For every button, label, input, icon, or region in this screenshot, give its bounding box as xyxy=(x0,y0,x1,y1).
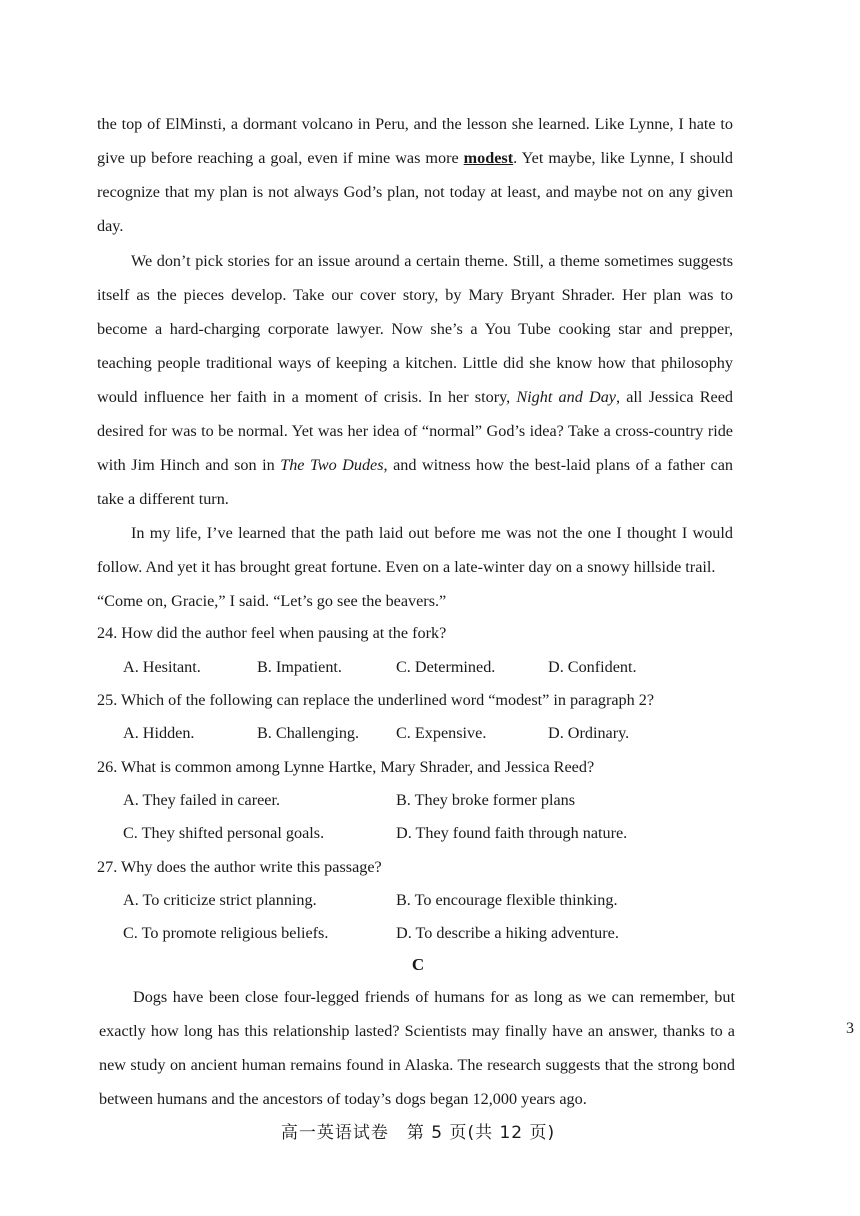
section-c-heading: C xyxy=(411,955,425,974)
question-27-option-b: B. To encourage flexible thinking. xyxy=(396,891,618,909)
question-27-option-c: C. To promote religious beliefs. xyxy=(123,924,329,942)
question-24-option-b: B. Impatient. xyxy=(257,658,342,676)
passage-b-paragraph-3 xyxy=(97,244,733,516)
question-25-option-b: B. Challenging. xyxy=(257,724,360,742)
story-title-two-dudes: The Two Dudes xyxy=(280,456,384,474)
paragraph-text: the top of ElMinsti, a dormant volcano in Peru, and the lesson she learned. Like Lynne, I hate to give up before reaching a goal, even if mine was more xyxy=(97,115,733,167)
question-25-option-c: C. Expensive. xyxy=(396,724,487,742)
question-26-option-b: B. They broke former plans xyxy=(396,791,576,809)
question-25-option-a: A. Hidden. xyxy=(123,724,195,742)
paragraph-text: , all Jessica Reed desired for was to be normal. Yet was her idea of “normal” God’s idea? Take a cross-country ride with Jim Hinch and son in xyxy=(97,388,734,474)
passage-b-closing-quote: “Come on, Gracie,” I said. “Let’s go see the beavers.” xyxy=(97,592,447,610)
question-26-option-d: D. They found faith through nature. xyxy=(396,824,628,842)
question-27-option-d: D. To describe a hiking adventure. xyxy=(396,924,619,942)
page-footer: 高一英语试卷 第 5 页(共 12 页) xyxy=(280,1123,556,1143)
question-24-option-a: A. Hesitant. xyxy=(123,658,201,676)
margin-mark: 3 xyxy=(846,1020,854,1037)
question-26-option-a: A. They failed in career. xyxy=(123,791,281,809)
passage-b-paragraph-4: In my life, I’ve learned that the path laid out before me was not the one I thought I would follow. And yet it has brought great fortune. Even on a late-winter day on a snowy hillside trail. xyxy=(97,524,733,576)
question-24-option-d: D. Confident. xyxy=(548,658,637,676)
passage-b-paragraph-2 xyxy=(97,107,733,243)
paragraph-text: , and witness how the best-laid plans of a father can take a different turn. xyxy=(97,456,733,508)
question-24-option-c: C. Determined. xyxy=(396,658,496,676)
question-25-stem: 25. Which of the following can replace the underlined word “modest” in paragraph 2? xyxy=(97,691,655,709)
question-24-stem: 24. How did the author feel when pausing at the fork? xyxy=(97,624,447,642)
paragraph-text: . Yet maybe, like Lynne, I should recognize that my plan is not always God’s plan, not today at least, and maybe not on any given day. xyxy=(97,149,733,235)
paragraph-text: We don’t pick stories for an issue around a certain theme. Still, a theme sometimes suggests itself as the pieces develop. Take our cover story, by Mary Bryant Shrader. Her plan was to become a hard-charging corporate lawyer. Now she’s a You Tube cooking star and prepper, teaching people traditional ways of keeping a kitchen. Little did she know how that philosophy would influence her faith in a moment of crisis. In her story, xyxy=(97,252,733,406)
question-25-option-d: D. Ordinary. xyxy=(548,724,630,742)
passage-c-paragraph-1: Dogs have been close four-legged friends of humans for as long as we can remember, but exactly how long has this relationship lasted? Scientists may finally have an answer, thanks to a new study on ancient human remains found in Alaska. The research suggests that the strong bond between humans and the ancestors of today’s dogs began 12,000 years ago. xyxy=(99,988,735,1108)
question-26-option-c: C. They shifted personal goals. xyxy=(123,824,325,842)
question-26-stem: 26. What is common among Lynne Hartke, Mary Shrader, and Jessica Reed? xyxy=(97,758,595,776)
question-27-option-a: A. To criticize strict planning. xyxy=(123,891,317,909)
question-27-stem: 27. Why does the author write this passage? xyxy=(97,858,382,876)
story-title-night-and-day: Night and Day xyxy=(516,388,616,406)
underlined-word-modest: modest xyxy=(463,149,514,167)
